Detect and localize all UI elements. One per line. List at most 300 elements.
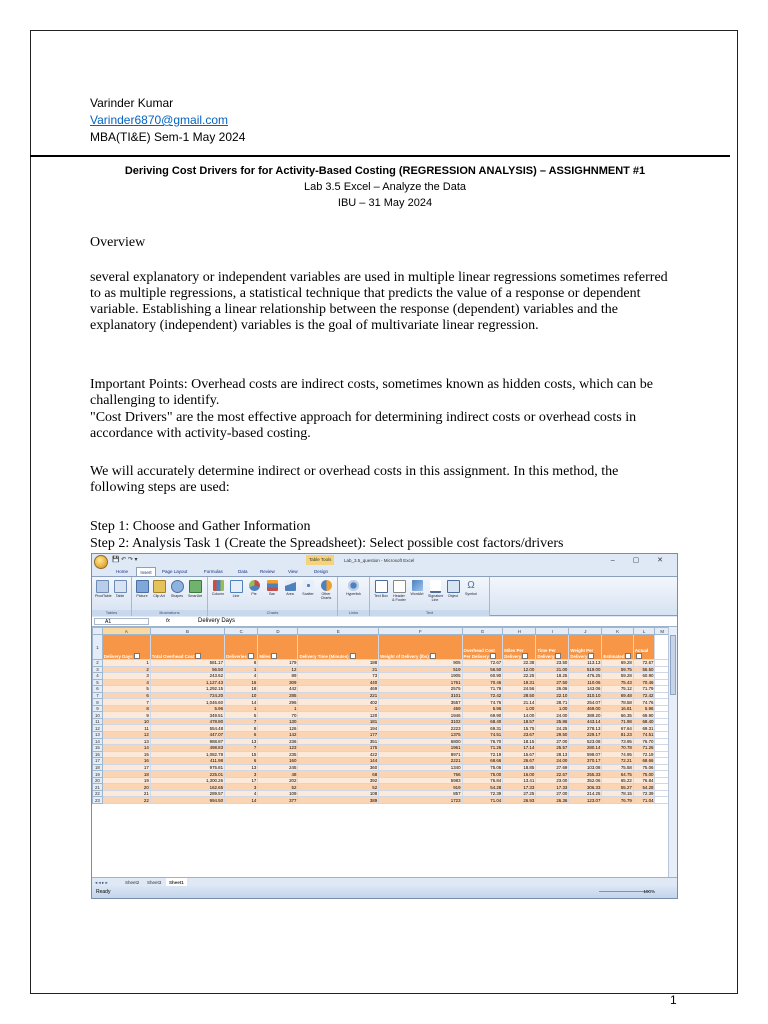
column-header[interactable]: L [633, 628, 655, 635]
table-cell[interactable]: 73.95 [602, 738, 633, 745]
table-cell[interactable]: 360 [298, 764, 379, 771]
table-cell[interactable]: 14 [102, 745, 150, 752]
filter-dropdown-icon[interactable] [134, 653, 140, 659]
table-cell[interactable]: 17 [225, 777, 258, 784]
table-cell[interactable]: 10 [225, 692, 258, 699]
table-cell[interactable]: 76.79 [602, 797, 633, 804]
area-chart-button[interactable]: Area [283, 580, 297, 596]
row-header[interactable]: 3 [93, 666, 103, 673]
table-cell[interactable]: 162.65 [150, 784, 224, 791]
table-cell[interactable]: 8 [225, 660, 258, 667]
filter-dropdown-icon[interactable] [271, 653, 277, 659]
table-cell[interactable]: 72.19 [633, 751, 655, 758]
table-cell[interactable]: 6 [225, 758, 258, 765]
table-cell[interactable]: 74.51 [633, 732, 655, 739]
table-cell[interactable]: 74.76 [462, 699, 503, 706]
table-cell[interactable]: 13 [225, 738, 258, 745]
sheet-tab-sheet2[interactable]: Sheet2 [125, 880, 140, 885]
row-header[interactable]: 10 [93, 712, 103, 719]
header-cell[interactable] [298, 635, 379, 660]
table-cell[interactable]: 8 [225, 725, 258, 732]
table-cell[interactable]: 48 [258, 771, 298, 778]
table-cell[interactable]: 22.10 [536, 692, 569, 699]
table-cell[interactable]: 975.81 [150, 764, 224, 771]
table-cell[interactable]: 71.79 [462, 686, 503, 693]
table-cell[interactable]: 5 [102, 686, 150, 693]
filter-dropdown-icon[interactable] [195, 653, 201, 659]
table-cell[interactable]: 194 [298, 725, 379, 732]
table-cell[interactable]: 81.23 [602, 732, 633, 739]
tab-page-layout[interactable]: Page Layout [162, 569, 188, 574]
table-cell[interactable]: 75.00 [462, 771, 503, 778]
table-cell[interactable]: 59.75 [602, 666, 633, 673]
header-cell[interactable] [536, 635, 569, 660]
table-cell[interactable]: 19.31 [503, 679, 536, 686]
table-cell[interactable]: 15 [102, 751, 150, 758]
select-all-corner[interactable] [93, 628, 103, 635]
table-cell[interactable]: 21.14 [503, 699, 536, 706]
table-cell[interactable]: 4 [102, 679, 150, 686]
row-header[interactable]: 23 [93, 797, 103, 804]
table-cell[interactable]: 296 [258, 699, 298, 706]
table-cell[interactable]: 177 [298, 732, 379, 739]
table-cell[interactable]: 4 [225, 790, 258, 797]
tab-formulas[interactable]: Formulas [204, 569, 223, 574]
table-cell[interactable]: 581.17 [150, 660, 224, 667]
tab-home[interactable]: Home [116, 569, 129, 574]
table-cell[interactable]: 402 [298, 699, 379, 706]
table-cell[interactable]: 255.33 [569, 771, 602, 778]
table-cell[interactable]: 1946 [379, 712, 462, 719]
table-cell[interactable]: 142 [258, 732, 298, 739]
header-cell[interactable] [569, 635, 602, 660]
table-cell[interactable]: 245 [258, 764, 298, 771]
table-cell[interactable]: 18.25 [536, 673, 569, 680]
table-cell[interactable]: 5.96 [633, 705, 655, 712]
column-header[interactable]: K [602, 628, 633, 635]
row-header[interactable]: 1 [93, 635, 103, 660]
table-cell[interactable]: 68 [298, 771, 379, 778]
row-header[interactable]: 4 [93, 673, 103, 680]
table-cell[interactable]: 60.90 [633, 673, 655, 680]
table-cell[interactable]: 70.46 [633, 679, 655, 686]
table-cell[interactable]: 857 [379, 790, 462, 797]
formula-input[interactable]: Delivery Days [198, 618, 236, 624]
table-cell[interactable]: 724.20 [150, 692, 224, 699]
table-cell[interactable]: 73 [298, 673, 379, 680]
table-cell[interactable]: 11 [102, 725, 150, 732]
table-cell[interactable]: 64.75 [602, 771, 633, 778]
table-cell[interactable]: 72.67 [633, 660, 655, 667]
column-header[interactable]: E [298, 628, 379, 635]
table-cell[interactable]: 2223 [379, 725, 462, 732]
table-cell[interactable]: 75.43 [602, 679, 633, 686]
table-cell[interactable]: 278.13 [569, 725, 602, 732]
header-cell[interactable] [462, 635, 503, 660]
table-cell[interactable]: 72.19 [462, 751, 503, 758]
table-cell[interactable]: 71.26 [633, 745, 655, 752]
table-cell[interactable]: 69.31 [462, 725, 503, 732]
table-cell[interactable]: 2221 [379, 758, 462, 765]
table-cell[interactable]: 5 [225, 712, 258, 719]
table-cell[interactable]: 243.62 [150, 673, 224, 680]
table-cell[interactable]: 28.50 [503, 692, 536, 699]
table-cell[interactable]: 28.13 [536, 751, 569, 758]
table-cell[interactable]: 74.76 [633, 699, 655, 706]
table-cell[interactable]: 144 [298, 758, 379, 765]
column-header[interactable]: H [503, 628, 536, 635]
table-cell[interactable]: 56.50 [462, 666, 503, 673]
table-cell[interactable]: 16.81 [602, 705, 633, 712]
row-header[interactable]: 22 [93, 790, 103, 797]
table-cell[interactable]: 188 [298, 660, 379, 667]
table-cell[interactable]: 17.33 [536, 784, 569, 791]
table-cell[interactable]: 70.46 [462, 679, 503, 686]
tab-design[interactable]: Design [314, 569, 329, 574]
table-cell[interactable]: 52 [258, 784, 298, 791]
table-cell[interactable]: 523.08 [569, 738, 602, 745]
header-cell[interactable] [150, 635, 224, 660]
tab-insert[interactable]: Insert [136, 567, 156, 576]
table-cell[interactable]: 221 [298, 692, 379, 699]
table-cell[interactable]: 27.69 [536, 764, 569, 771]
table-cell[interactable]: 74.51 [462, 732, 503, 739]
table-cell[interactable]: 55.27 [602, 784, 633, 791]
header-footer-button[interactable]: Header & Footer [392, 580, 406, 602]
table-cell[interactable]: 160 [258, 758, 298, 765]
table-cell[interactable]: 21 [102, 790, 150, 797]
table-cell[interactable]: 71.98 [602, 718, 633, 725]
table-cell[interactable]: 24.56 [503, 686, 536, 693]
table-cell[interactable]: 469.00 [569, 705, 602, 712]
table-cell[interactable]: 26.36 [536, 797, 569, 804]
line-chart-button[interactable]: Line [229, 580, 243, 598]
table-cell[interactable]: 68.66 [462, 758, 503, 765]
table-cell[interactable]: 306.33 [569, 784, 602, 791]
table-cell[interactable]: 109 [258, 790, 298, 797]
table-cell[interactable]: 389 [298, 797, 379, 804]
tab-data[interactable]: Data [238, 569, 248, 574]
table-cell[interactable]: 24.00 [536, 758, 569, 765]
row-header[interactable]: 12 [93, 725, 103, 732]
row-header[interactable]: 18 [93, 764, 103, 771]
header-cell[interactable] [602, 635, 633, 660]
table-cell[interactable]: 65.22 [602, 777, 633, 784]
table-cell[interactable]: 72.39 [633, 790, 655, 797]
table-cell[interactable]: 349.51 [150, 712, 224, 719]
table-cell[interactable]: 108 [298, 790, 379, 797]
table-cell[interactable]: 3101 [379, 692, 462, 699]
table-cell[interactable]: 71.04 [633, 797, 655, 804]
table-cell[interactable]: 123.07 [569, 797, 602, 804]
table-cell[interactable]: 6 [102, 692, 150, 699]
table-cell[interactable]: 988.87 [150, 738, 224, 745]
filter-dropdown-icon[interactable] [522, 653, 528, 659]
table-cell[interactable]: 76.70 [633, 738, 655, 745]
table-cell[interactable]: 3102 [379, 718, 462, 725]
table-cell[interactable]: 8 [102, 705, 150, 712]
table-cell[interactable]: 72.67 [462, 660, 503, 667]
table-cell[interactable]: 68.40 [633, 718, 655, 725]
other-charts-button[interactable]: Other Charts [319, 580, 333, 600]
table-cell[interactable]: 280.14 [569, 745, 602, 752]
table-cell[interactable]: 110.06 [569, 679, 602, 686]
pivottable-button[interactable]: PivotTable [95, 580, 109, 598]
fx-icon[interactable]: fx [166, 618, 170, 624]
table-cell[interactable]: 469 [298, 686, 379, 693]
table-cell[interactable]: 13 [225, 764, 258, 771]
table-cell[interactable]: 70.78 [602, 745, 633, 752]
filter-dropdown-icon[interactable] [588, 653, 594, 659]
table-cell[interactable]: 15.67 [503, 751, 536, 758]
table-cell[interactable]: 56.50 [633, 666, 655, 673]
table-cell[interactable]: 202 [258, 777, 298, 784]
table-cell[interactable]: 554.48 [150, 725, 224, 732]
table-cell[interactable]: 3 [102, 673, 150, 680]
table-cell[interactable]: 75.00 [633, 771, 655, 778]
table-cell[interactable]: 1 [258, 705, 298, 712]
row-header[interactable]: 20 [93, 777, 103, 784]
table-cell[interactable]: 1,300.26 [150, 777, 224, 784]
row-header[interactable]: 13 [93, 732, 103, 739]
table-cell[interactable]: 69.31 [633, 725, 655, 732]
header-cell[interactable] [633, 635, 655, 660]
table-cell[interactable]: 442 [258, 686, 298, 693]
table-cell[interactable]: 75.58 [602, 764, 633, 771]
table-cell[interactable]: 352.06 [569, 777, 602, 784]
table-cell[interactable]: 120 [298, 712, 379, 719]
table-cell[interactable]: 422 [298, 751, 379, 758]
table-cell[interactable]: 919 [379, 784, 462, 791]
table-cell[interactable]: 25.86 [536, 718, 569, 725]
row-header[interactable]: 8 [93, 699, 103, 706]
table-cell[interactable]: 310.10 [569, 692, 602, 699]
table-cell[interactable]: 289.57 [150, 790, 224, 797]
table-cell[interactable]: 12.00 [503, 666, 536, 673]
header-cell[interactable] [503, 635, 536, 660]
column-header[interactable]: A [102, 628, 150, 635]
table-cell[interactable]: 1,046.60 [150, 699, 224, 706]
table-cell[interactable]: 6800 [379, 738, 462, 745]
row-header[interactable]: 7 [93, 692, 103, 699]
table-cell[interactable]: 214.25 [569, 790, 602, 797]
filter-dropdown-icon[interactable] [555, 653, 561, 659]
table-cell[interactable]: 1.00 [536, 705, 569, 712]
smartart-button[interactable]: SmartArt [188, 580, 202, 598]
column-header[interactable]: B [150, 628, 224, 635]
table-cell[interactable]: 3 [225, 784, 258, 791]
vertical-scrollbar[interactable] [668, 627, 677, 877]
table-cell[interactable]: 1,292.15 [150, 686, 224, 693]
column-header[interactable]: C [225, 628, 258, 635]
table-cell[interactable]: 75.06 [462, 764, 503, 771]
table-cell[interactable]: 5983 [379, 777, 462, 784]
table-cell[interactable]: 1 [225, 705, 258, 712]
tab-view[interactable]: View [288, 569, 298, 574]
table-cell[interactable]: 78.15 [602, 790, 633, 797]
table-cell[interactable]: 519 [379, 666, 462, 673]
table-cell[interactable]: 254.07 [569, 699, 602, 706]
table-cell[interactable]: 1 [225, 666, 258, 673]
table-cell[interactable]: 70 [258, 712, 298, 719]
table-cell[interactable]: 24.00 [536, 712, 569, 719]
bar-chart-button[interactable]: Bar [265, 580, 279, 596]
table-cell[interactable]: 76.70 [462, 738, 503, 745]
table-cell[interactable]: 69.90 [633, 712, 655, 719]
table-cell[interactable]: 3557 [379, 699, 462, 706]
table-cell[interactable]: 15 [225, 751, 258, 758]
table-cell[interactable]: 236 [258, 738, 298, 745]
shapes-button[interactable]: Shapes [170, 580, 184, 598]
table-cell[interactable]: 68.66 [633, 758, 655, 765]
table-cell[interactable]: 1.00 [503, 705, 536, 712]
table-cell[interactable]: 7 [102, 699, 150, 706]
table-cell[interactable]: 476.25 [569, 673, 602, 680]
table-cell[interactable]: 52 [298, 784, 379, 791]
table-cell[interactable]: 2575 [379, 686, 462, 693]
table-cell[interactable]: 18.15 [503, 738, 536, 745]
header-cell[interactable] [258, 635, 298, 660]
table-cell[interactable]: 1,082.78 [150, 751, 224, 758]
table-cell[interactable]: 1905 [379, 673, 462, 680]
table-cell[interactable]: 56.50 [150, 666, 224, 673]
row-header[interactable]: 15 [93, 745, 103, 752]
column-header[interactable]: G [462, 628, 503, 635]
filter-dropdown-icon[interactable] [490, 653, 496, 659]
table-cell[interactable]: 1961 [379, 745, 462, 752]
table-cell[interactable]: 24.25 [536, 725, 569, 732]
table-cell[interactable]: 440 [298, 679, 379, 686]
row-header[interactable]: 19 [93, 771, 103, 778]
column-header[interactable]: M [655, 628, 670, 635]
table-button[interactable]: Table [113, 580, 127, 598]
table-cell[interactable]: 74.95 [602, 751, 633, 758]
table-cell[interactable]: 309 [258, 679, 298, 686]
column-header[interactable]: F [379, 628, 462, 635]
zoom-slider[interactable] [599, 891, 649, 892]
row-header[interactable]: 9 [93, 705, 103, 712]
header-cell[interactable] [102, 635, 150, 660]
column-header[interactable]: I [536, 628, 569, 635]
filter-dropdown-icon[interactable] [350, 653, 356, 659]
table-cell[interactable]: 28.71 [536, 699, 569, 706]
table-cell[interactable]: 4 [225, 673, 258, 680]
table-cell[interactable]: 12 [258, 666, 298, 673]
filter-dropdown-icon[interactable] [248, 653, 254, 659]
table-cell[interactable]: 22 [102, 797, 150, 804]
table-cell[interactable]: 7 [225, 718, 258, 725]
table-cell[interactable]: 21 [298, 666, 379, 673]
row-header[interactable]: 14 [93, 738, 103, 745]
table-cell[interactable]: 1,127.43 [150, 679, 224, 686]
table-cell[interactable]: 175 [298, 745, 379, 752]
table-cell[interactable]: 71.79 [633, 686, 655, 693]
table-cell[interactable]: 16.00 [503, 771, 536, 778]
table-cell[interactable]: 75.12 [602, 686, 633, 693]
table-cell[interactable]: 18 [225, 686, 258, 693]
table-cell[interactable]: 18 [102, 771, 150, 778]
table-cell[interactable]: 26.67 [503, 758, 536, 765]
table-cell[interactable]: 20 [102, 784, 150, 791]
table-cell[interactable]: 54.28 [633, 784, 655, 791]
table-cell[interactable]: 69.28 [602, 660, 633, 667]
row-header[interactable]: 5 [93, 679, 103, 686]
table-cell[interactable]: 23.50 [536, 660, 569, 667]
row-header[interactable]: 17 [93, 758, 103, 765]
table-cell[interactable]: 12 [102, 732, 150, 739]
table-cell[interactable]: 78.58 [602, 699, 633, 706]
table-cell[interactable]: 7 [225, 745, 258, 752]
window-controls[interactable]: – ▢ ✕ [610, 557, 671, 564]
name-box[interactable]: A1 [94, 618, 149, 625]
table-cell[interactable]: 71.26 [462, 745, 503, 752]
scrollbar-thumb[interactable] [670, 635, 676, 695]
table-cell[interactable]: 411.98 [150, 758, 224, 765]
table-cell[interactable]: 14.00 [503, 712, 536, 719]
table-cell[interactable]: 18.85 [503, 764, 536, 771]
table-cell[interactable]: 25.57 [536, 745, 569, 752]
table-cell[interactable]: 71.04 [462, 797, 503, 804]
table-cell[interactable]: 1 [102, 660, 150, 667]
table-cell[interactable]: 27.25 [503, 790, 536, 797]
table-cell[interactable]: 351 [298, 738, 379, 745]
table-cell[interactable]: 76.84 [462, 777, 503, 784]
table-cell[interactable]: 113.13 [569, 660, 602, 667]
table-cell[interactable]: 126 [258, 725, 298, 732]
table-cell[interactable]: 5.96 [462, 705, 503, 712]
scatter-chart-button[interactable]: Scatter [301, 580, 315, 596]
pie-chart-button[interactable]: Pie [247, 580, 261, 596]
table-cell[interactable]: 1375 [379, 732, 462, 739]
symbol-button[interactable]: Ω Symbol [465, 580, 477, 596]
picture-button[interactable]: Picture [135, 580, 149, 598]
table-cell[interactable]: 370.17 [569, 758, 602, 765]
table-cell[interactable]: 72.39 [462, 790, 503, 797]
table-cell[interactable]: 392 [298, 777, 379, 784]
table-cell[interactable]: 235 [258, 751, 298, 758]
row-header[interactable]: 2 [93, 660, 103, 667]
table-cell[interactable]: 23.00 [536, 777, 569, 784]
table-cell[interactable]: 1761 [379, 679, 462, 686]
table-cell[interactable]: 3 [225, 771, 258, 778]
hyperlink-button[interactable]: Hyperlink [346, 580, 360, 596]
table-cell[interactable]: 69.90 [462, 712, 503, 719]
author-email-link[interactable]: Varinder6870@gmail.com [90, 113, 229, 127]
table-cell[interactable]: 225.01 [150, 771, 224, 778]
row-header[interactable]: 16 [93, 751, 103, 758]
table-cell[interactable]: 6 [225, 732, 258, 739]
table-cell[interactable]: 27.00 [536, 738, 569, 745]
header-cell[interactable] [379, 635, 462, 660]
table-cell[interactable]: 89 [258, 673, 298, 680]
row-header[interactable]: 6 [93, 686, 103, 693]
table-cell[interactable]: 905 [379, 660, 462, 667]
object-button[interactable]: Object [446, 580, 460, 598]
table-cell[interactable]: 1723 [379, 797, 462, 804]
table-cell[interactable]: 10 [102, 718, 150, 725]
table-cell[interactable]: 766 [379, 771, 462, 778]
table-cell[interactable]: 478.80 [150, 718, 224, 725]
sheet-tab-sheet1[interactable]: Sheet1 [166, 878, 187, 886]
table-cell[interactable]: 22.67 [536, 771, 569, 778]
table-cell[interactable]: 76.84 [633, 777, 655, 784]
table-cell[interactable]: 15.75 [503, 725, 536, 732]
table-cell[interactable]: 66.35 [602, 712, 633, 719]
table-cell[interactable]: 519.00 [569, 666, 602, 673]
table-cell[interactable]: 14 [225, 797, 258, 804]
signature-line-button[interactable]: Signature Line [428, 580, 442, 602]
tab-review[interactable]: Review [260, 569, 275, 574]
